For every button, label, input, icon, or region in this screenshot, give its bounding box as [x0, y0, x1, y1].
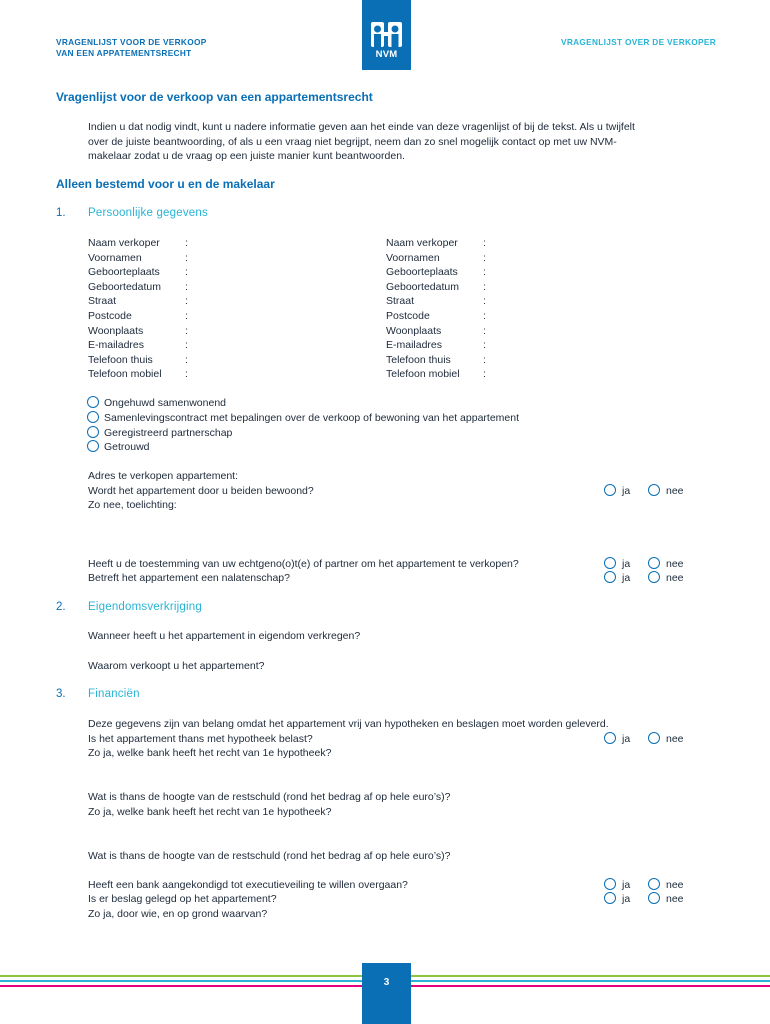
question-bewoond: Wordt het appartement door u beiden bewoond?	[88, 485, 314, 497]
header-left-line1: VRAGENLIJST VOOR DE VERKOOP	[56, 37, 207, 47]
radio-button[interactable]	[648, 878, 660, 890]
answer-yes[interactable]: ja	[604, 571, 630, 586]
answer-no[interactable]: nee	[648, 557, 684, 572]
radio-button[interactable]	[87, 440, 99, 452]
field-row[interactable]: E-mailadres :	[386, 339, 486, 352]
radio-button[interactable]	[87, 426, 99, 438]
field-row[interactable]: Woonplaats :	[88, 324, 188, 337]
answer-yes[interactable]: ja	[604, 732, 630, 747]
radio-button[interactable]	[648, 557, 660, 569]
financien-intro: Deze gegevens zijn van belang omdat het appartement vrij van hypotheken en beslagen moet worden geleverd.	[88, 718, 609, 730]
question-bank: Zo ja, welke bank heeft het recht van 1e hypotheek?	[88, 747, 332, 759]
field-row[interactable]: Telefoon mobiel :	[88, 368, 188, 381]
radio-button[interactable]	[604, 878, 616, 890]
question-restschuld: Wat is thans de hoogte van de restschuld (rond het bedrag af op hele euro’s)?	[88, 791, 451, 803]
field-row[interactable]: Telefoon thuis :	[88, 353, 188, 366]
radio-button[interactable]	[648, 484, 660, 496]
radio-button[interactable]	[87, 396, 99, 408]
address-label: Adres te verkopen appartement:	[88, 470, 239, 482]
section1-title: Persoonlijke gegevens	[88, 207, 208, 219]
nvm-logo-text: NVM	[375, 49, 398, 60]
radio-button[interactable]	[604, 484, 616, 496]
answer-no[interactable]: nee	[648, 571, 684, 586]
page-title: Vragenlijst voor de verkoop van een appartementsrecht	[56, 90, 373, 104]
subtitle: Alleen bestemd voor u en de makelaar	[56, 177, 275, 191]
answer-no[interactable]: nee	[648, 892, 684, 907]
question-restschuld: Wat is thans de hoogte van de restschuld (rond het bedrag af op hele euro’s)?	[88, 850, 451, 862]
answer-yes[interactable]: ja	[604, 484, 630, 499]
section3-title: Financiën	[88, 688, 140, 700]
field-row[interactable]: Telefoon thuis :	[386, 353, 486, 366]
field-row[interactable]: Telefoon mobiel :	[386, 368, 486, 381]
section2-title: Eigendomsverkrijging	[88, 601, 202, 613]
radio-button[interactable]	[648, 892, 660, 904]
answer-yes[interactable]: ja	[604, 892, 630, 907]
header-left-line2: VAN EEN APPATEMENTSRECHT	[56, 48, 192, 58]
nvm-house-icon	[371, 20, 402, 47]
page-number: 3	[383, 977, 390, 988]
toelichting-label: Zo nee, toelichting:	[88, 499, 177, 511]
field-row[interactable]: Naam verkoper :	[88, 237, 188, 249]
option-samenlevingscontract[interactable]: Samenlevingscontract met bepalingen over de verkoop of bewoning van het appartement	[87, 411, 519, 426]
field-row[interactable]: Geboorteplaats :	[386, 266, 486, 279]
header-left	[56, 37, 207, 59]
option-getrouwd[interactable]: Getrouwd	[87, 440, 150, 455]
question-beslag: Is er beslag gelegd op het appartement?	[88, 893, 277, 905]
field-row[interactable]: Straat :	[386, 295, 486, 308]
fields-column-right	[386, 236, 616, 382]
question-bank: Zo ja, welke bank heeft het recht van 1e hypotheek?	[88, 806, 332, 818]
option-ongehuwd[interactable]: Ongehuwd samenwonend	[87, 396, 226, 411]
field-row[interactable]: Voornamen :	[386, 251, 486, 264]
radio-button[interactable]	[604, 892, 616, 904]
answer-yes[interactable]: ja	[604, 878, 630, 893]
radio-button[interactable]	[604, 571, 616, 583]
answer-no[interactable]: nee	[648, 484, 684, 499]
intro-line: over de juiste beantwoording, of als u een vraag niet begrijpt, neem dan zo snel mogelijk contact op met uw NVM-	[88, 135, 617, 148]
header-right: VRAGENLIJST OVER DE VERKOPER	[560, 37, 716, 47]
answer-no[interactable]: nee	[648, 732, 684, 747]
field-row[interactable]: E-mailadres :	[88, 339, 188, 352]
question-waarom: Waarom verkoopt u het appartement?	[88, 660, 265, 672]
field-row[interactable]: Straat :	[88, 295, 188, 308]
nvm-logo	[362, 0, 411, 70]
radio-button[interactable]	[648, 732, 660, 744]
section2-number: 2.	[56, 601, 66, 613]
answer-no[interactable]: nee	[648, 878, 684, 893]
answer-yes[interactable]: ja	[604, 557, 630, 572]
field-row[interactable]: Woonplaats :	[386, 324, 486, 337]
radio-button[interactable]	[87, 411, 99, 423]
question-toestemming: Heeft u de toestemming van uw echtgeno(o)t(e) of partner om het appartement te verkopen?	[88, 558, 519, 570]
intro-paragraph	[88, 120, 728, 164]
field-row[interactable]: Geboortedatum :	[386, 280, 486, 293]
option-partnerschap[interactable]: Geregistreerd partnerschap	[87, 426, 232, 441]
field-row[interactable]: Geboortedatum :	[88, 280, 188, 293]
field-row[interactable]: Geboorteplaats :	[88, 266, 188, 279]
question-hypotheek: Is het appartement thans met hypotheek belast?	[88, 733, 313, 745]
question-nalatenschap: Betreft het appartement een nalatenschap?	[88, 572, 290, 584]
field-row[interactable]: Postcode :	[88, 309, 188, 322]
question-door-wie: Zo ja, door wie, en op grond waarvan?	[88, 908, 268, 920]
radio-button[interactable]	[604, 557, 616, 569]
field-row[interactable]: Voornamen :	[88, 251, 188, 264]
intro-line: makelaar zodat u de vraag op een juiste manier kunt beantwoorden.	[88, 150, 405, 162]
section1-number: 1.	[56, 207, 66, 219]
field-row[interactable]: Postcode :	[386, 309, 486, 322]
intro-line: Indien u dat nodig vindt, kunt u nadere informatie geven aan het einde van deze vragenlijst of bij de tekst. Als u twijfelt	[88, 121, 635, 133]
page-number-box	[362, 963, 411, 1024]
question-verkregen: Wanneer heeft u het appartement in eigendom verkregen?	[88, 630, 361, 642]
question-executieveiling: Heeft een bank aangekondigd tot executieveiling te willen overgaan?	[88, 879, 408, 891]
radio-button[interactable]	[604, 732, 616, 744]
radio-button[interactable]	[648, 571, 660, 583]
fields-column-left	[88, 236, 318, 382]
field-row[interactable]: Naam verkoper :	[386, 237, 486, 249]
section3-number: 3.	[56, 688, 66, 700]
